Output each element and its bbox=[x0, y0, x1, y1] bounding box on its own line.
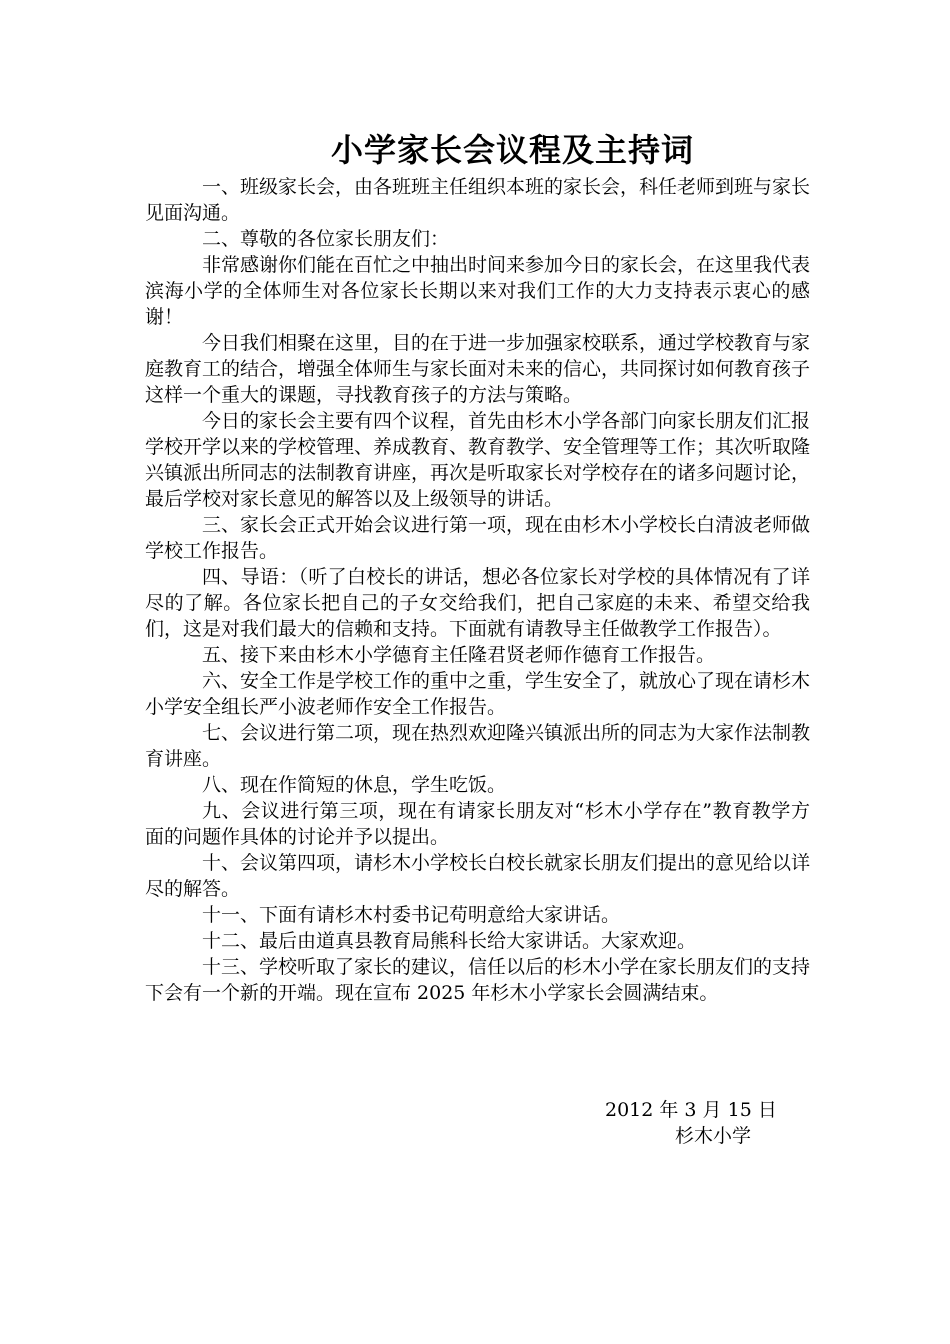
paragraph-6: 三、家长会正式开始会议进行第一项，现在由杉木小学校长白清波老师做学校工作报告。 bbox=[145, 514, 811, 562]
paragraph-10: 七、会议进行第二项，现在热烈欢迎隆兴镇派出所的同志为大家作法制教育讲座。 bbox=[145, 722, 811, 770]
paragraph-12: 九、会议进行第三项，现在有请家长朋友对“杉木小学存在”教育教学方面的问题作具体的讨论并予以提出。 bbox=[145, 800, 810, 848]
paragraph-2: 二、尊敬的各位家长朋友们： bbox=[202, 228, 450, 250]
signature-organization: 杉木小学 bbox=[675, 1125, 752, 1147]
paragraph-8: 五、接下来由杉木小学德育主任隆君贤老师作德育工作报告。 bbox=[202, 644, 716, 666]
paragraph-16: 十三、学校听取了家长的建议，信任以后的杉木小学在家长朋友们的支持下会有一个新的开端。现在宣布 2025 年杉木小学家长会圆满结束。 bbox=[145, 956, 811, 1004]
paragraph-3: 非常感谢你们能在百忙之中抽出时间来参加今日的家长会，在这里我代表滨海小学的全体师生对各位家长长期以来对我们工作的大力支持表示衷心的感谢！ bbox=[145, 254, 811, 328]
document-body bbox=[145, 174, 810, 1006]
paragraph-11: 八、现在作简短的休息，学生吃饭。 bbox=[202, 774, 507, 796]
document-page bbox=[145, 126, 811, 1147]
paragraph-4: 今日我们相聚在这里，目的在于进一步加强家校联系，通过学校教育与家庭教育工的结合，增强全体师生与家长面对未来的信心，共同探讨如何教育孩子这样一个重大的课题，寻找教育孩子的方法与策略。 bbox=[145, 332, 811, 406]
paragraph-1: 一、班级家长会，由各班班主任组织本班的家长会，科任老师到班与家长见面沟通。 bbox=[145, 176, 811, 224]
document-title: 小学家长会议程及主持词 bbox=[331, 131, 695, 169]
paragraph-14: 十一、下面有请杉木村委书记苟明意给大家讲话。 bbox=[202, 904, 621, 926]
paragraph-13: 十、会议第四项，请杉木小学校长白校长就家长朋友们提出的意见给以详尽的解答。 bbox=[145, 852, 811, 900]
signature-date: 2012 年 3 月 15 日 bbox=[605, 1099, 777, 1121]
paragraph-5: 今日的家长会主要有四个议程，首先由杉木小学各部门向家长朋友们汇报学校开学以来的学校管理、养成教育、教育教学、安全管理等工作；其次听取隆兴镇派出所同志的法制教育讲座，再次是听取家长对学校存在的诸多问题讨论，最后学校对家长意见的解答以及上级领导的讲话。 bbox=[145, 410, 811, 510]
paragraph-15: 十二、最后由道真县教育局熊科长给大家讲话。大家欢迎。 bbox=[202, 930, 697, 952]
signature-block bbox=[145, 1097, 810, 1149]
paragraph-9: 六、安全工作是学校工作的重中之重，学生安全了，就放心了现在请杉木小学安全组长严小波老师作安全工作报告。 bbox=[145, 670, 811, 718]
paragraph-7: 四、导语：（听了白校长的讲话，想必各位家长对学校的具体情况有了详尽的了解。各位家长把自己的子女交给我们，把自己家庭的未来、希望交给我们，这是对我们最大的信赖和支持。下面就有请教导主任做教学工作报告）。 bbox=[145, 566, 810, 640]
